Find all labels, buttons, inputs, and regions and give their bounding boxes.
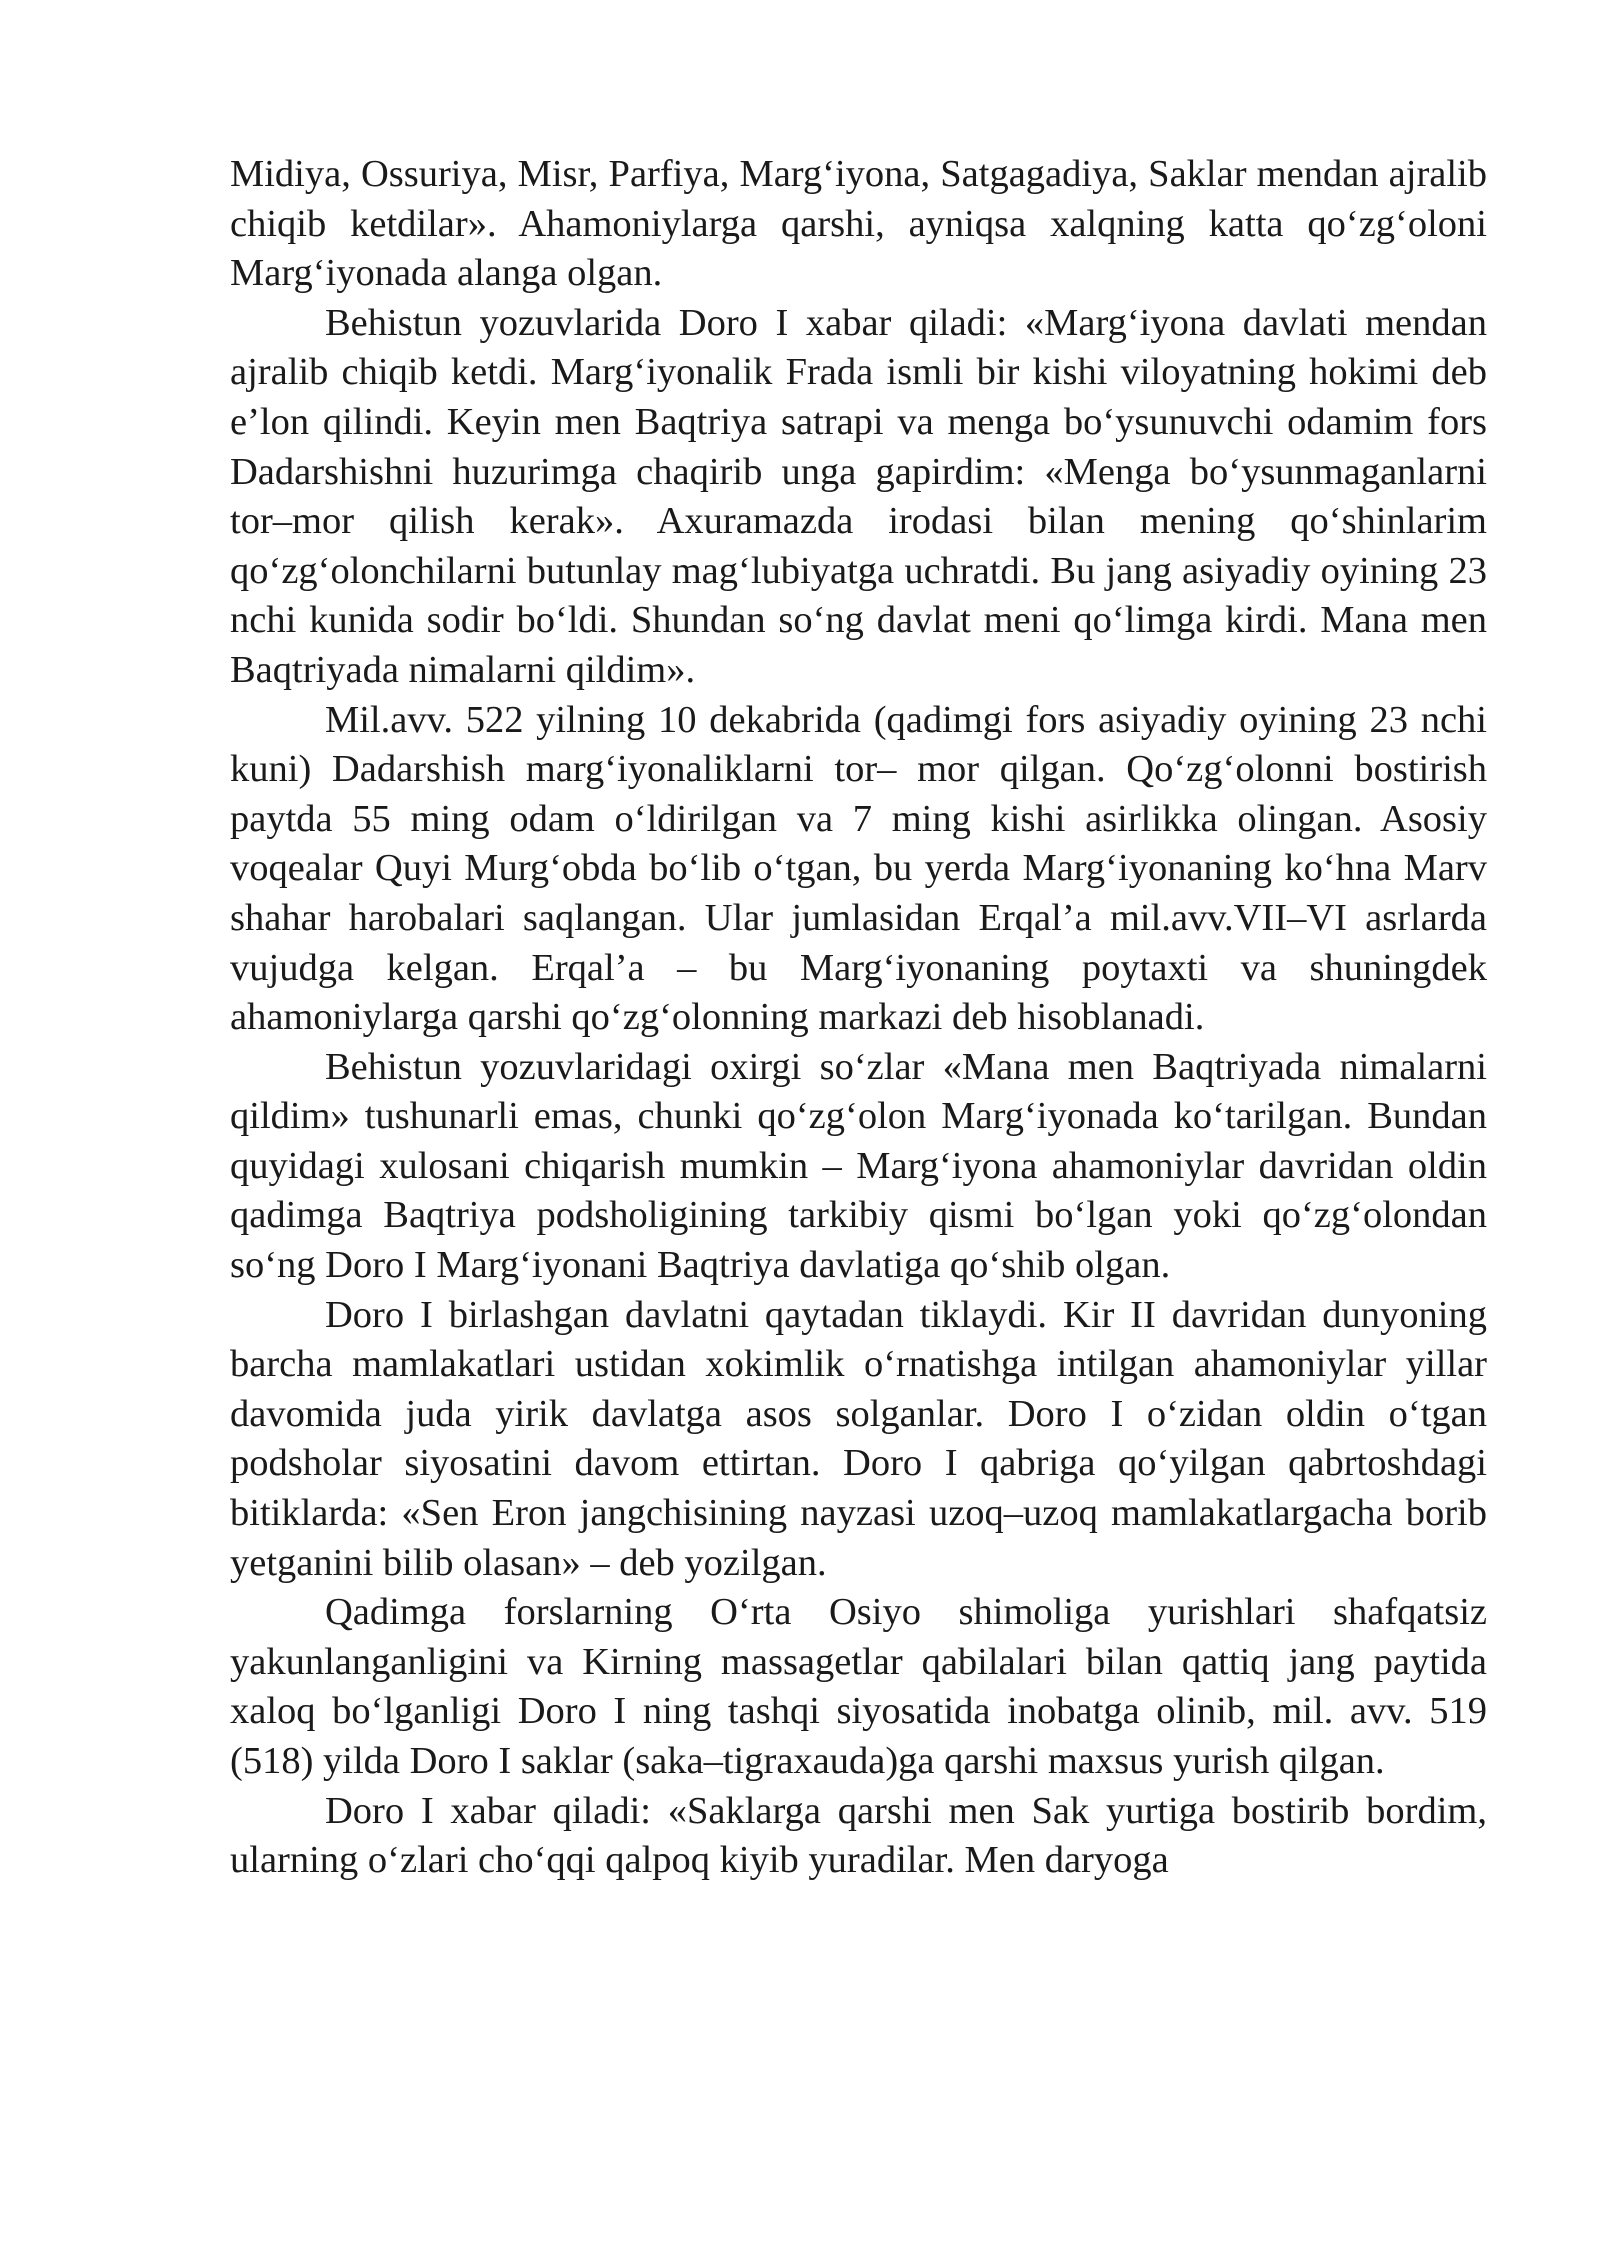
- paragraph-2: Behistun yozuvlarida Doro I xabar qiladi: «Marg‘iyona davlati mendan ajralib chiqib ketdi. Marg‘iyonalik Frada ismli bir kishi viloyatning hokimi deb e’lon qilindi. Keyin men Baqtriya satrapi va menga bo‘ysunuvchi odamim fors Dadarshishni huzurimga chaqirib unga gapirdim: «Menga bo‘ysunmaganlarni tor–mor qilish kerak». Axuramazda irodasi bilan mening qo‘shinlarim qo‘zg‘olonchilarni butunlay mag‘lubiyatga uchratdi. Bu jang asiyadiy oyining 23 nchi kunida sodir bo‘ldi. Shundan so‘ng davlat meni qo‘limga kirdi. Mana men Baqtriyada nimalarni qildim».: [230, 301, 1487, 691]
- paragraph-3: Mil.avv. 522 yilning 10 dekabrida (qadimgi fors asiyadiy oyining 23 nchi kuni) Dadarshish marg‘iyonaliklarni tor– mor qilgan. Qo‘zg‘olonni bostirish paytda 55 ming odam o‘ldirilgan va 7 ming kishi asirlikka olingan. Asosiy voqealar Quyi Murg‘obda bo‘lib o‘tgan, bu yerda Marg‘iyonaning ko‘hna Marv shahar harobalari saqlangan. Ular jumlasidan Erqal’a mil.avv.VII–VI asrlarda vujudga kelgan. Erqal’a – bu Marg‘iyonaning poytaxti va shuningdek ahamoniylarga qarshi qo‘zg‘olonning markazi deb hisoblanadi.: [230, 698, 1487, 1039]
- paragraph-5: Doro I birlashgan davlatni qaytadan tiklaydi. Kir II davridan dunyoning barcha mamlakatlari ustidan xokimlik o‘rnatishga intilgan ahamoniylar yillar davomida juda yirik davlatga asos solganlar. Doro I o‘zidan oldin o‘tgan podsholar siyosatini davom ettirtan. Doro I qabriga qo‘yilgan qabrtoshdagi bitiklarda: «Sen Eron jangchisining nayzasi uzoq–uzoq mamlakatlargacha borib yetganini bilib olasan» – deb yozilgan.: [230, 1293, 1487, 1584]
- paragraph-4: Behistun yozuvlaridagi oxirgi so‘zlar «Mana men Baqtriyada nimalarni qildim» tushunarli emas, chunki qo‘zg‘olon Marg‘iyonada ko‘tarilgan. Bundan quyidagi xulosani chiqarish mumkin – Marg‘iyona ahamoniylar davridan oldin qadimga Baqtriya podsholigining tarkibiy qismi bo‘lgan yoki qo‘zg‘olondan so‘ng Doro I Marg‘iyonani Baqtriya davlatiga qo‘shib olgan.: [230, 1045, 1487, 1287]
- page-text: [230, 150, 1487, 1886]
- paragraph-1: Midiya, Ossuriya, Misr, Parfiya, Marg‘iyona, Satgagadiya, Saklar mendan ajralib chiqib ketdilar». Ahamoniylarga qarshi, ayniqsa xalqning katta qo‘zg‘oloni Marg‘iyonada alanga olgan.: [230, 153, 1487, 295]
- paragraph-7: Doro I xabar qiladi: «Saklarga qarshi men Sak yurtiga bostirib bordim, ularning o‘zlari cho‘qqi qalpoq kiyib yuradilar. Men daryoga: [230, 1789, 1487, 1882]
- paragraph-6: Qadimga forslarning O‘rta Osiyo shimoliga yurishlari shafqatsiz yakunlanganligini va Kirning massagetlar qabilalari bilan qattiq jang paytida xaloq bo‘lganligi Doro I ning tashqi siyosatida inobatga olinib, mil. avv. 519 (518) yilda Doro I saklar (saka–tigraxauda)ga qarshi maxsus yurish qilgan.: [230, 1591, 1487, 1782]
